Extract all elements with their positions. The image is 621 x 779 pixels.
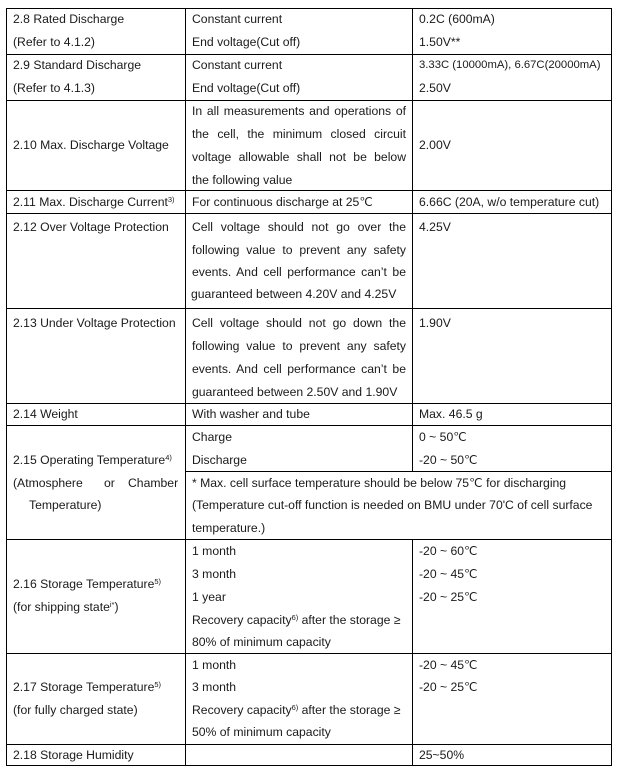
condition-line: In all measurements and operations of	[192, 104, 406, 118]
condition: 1 year	[192, 590, 226, 604]
value: 2.50V	[419, 81, 451, 95]
condition-text-end: after the storage ≥	[298, 703, 401, 717]
condition-line: following value to prevent any safety	[192, 243, 406, 257]
row-label-text: 2.16 Storage Temperature	[13, 577, 155, 591]
condition: 1 month	[192, 658, 237, 672]
value: -20 ~ 45℃	[419, 658, 478, 672]
value: 1.90V	[419, 316, 451, 330]
note-line: (Temperature cut-off function is needed on BMU under 70'C of cell surface	[192, 498, 593, 512]
row-label: 2.12 Over Voltage Protection	[13, 220, 169, 234]
condition-line: guaranteed between 4.20V and 4.25V	[191, 287, 397, 301]
condition: End voltage(Cut off)	[192, 81, 301, 95]
value: 1.50V**	[419, 35, 461, 49]
row-label	[13, 680, 161, 694]
row-label-sub-end: )	[114, 600, 119, 614]
condition: Discharge	[192, 453, 247, 467]
condition	[192, 613, 400, 627]
condition-text: Recovery capacity	[192, 703, 292, 717]
condition-line: Cell voltage should not go over the	[192, 220, 406, 234]
condition-line: the following value	[192, 173, 293, 187]
note-line: * Max. cell surface temperature should be below 75℃ for discharging	[192, 476, 567, 490]
condition	[192, 703, 400, 717]
footnote-ref: 6)	[291, 703, 299, 712]
value: -20 ~ 25℃	[419, 680, 478, 694]
condition-text: Recovery capacity	[192, 613, 292, 627]
condition: End voltage(Cut off)	[192, 35, 301, 49]
footnote-ref: 5)	[154, 577, 162, 586]
footnote-ref: 3)	[167, 195, 175, 204]
condition: 3 month	[192, 680, 237, 694]
value: -20 ~ 45℃	[419, 567, 478, 581]
condition: 80% of minimum capacity	[192, 635, 331, 649]
condition-line: following value to prevent any safety	[192, 339, 406, 353]
condition-line: the cell, the minimum closed circuit	[192, 127, 406, 141]
value: 0.2C (600mA)	[419, 12, 495, 26]
condition: 3 month	[192, 567, 237, 581]
row-label-text: 2.15 Operating Temperature	[13, 453, 166, 467]
row-label-ref: (Refer to 4.1.2)	[13, 35, 95, 49]
row-label: 2.13 Under Voltage Protection	[13, 316, 176, 330]
condition: With washer and tube	[192, 407, 310, 421]
row-label: 2.9 Standard Discharge	[13, 58, 142, 72]
footnote-ref: 6)	[291, 613, 299, 622]
condition: Constant current	[192, 58, 283, 72]
condition: 50% of minimum capacity	[192, 725, 331, 739]
condition-line: events. And cell performance can’t be	[192, 265, 406, 279]
footnote-ref: 4)	[165, 453, 172, 462]
row-label-sub	[13, 600, 119, 614]
row-label-sub: or	[104, 476, 115, 490]
condition-line: voltage allowable shall not be below	[192, 150, 406, 164]
condition: Constant current	[192, 12, 283, 26]
row-label: 2.8 Rated Discharge	[13, 12, 125, 26]
row-label-text: 2.11 Max. Discharge Current	[13, 195, 168, 209]
value: -20 ~ 50℃	[419, 453, 478, 467]
condition: For continuous discharge at 25℃	[192, 195, 374, 209]
value: -20 ~ 60℃	[419, 544, 478, 558]
condition: 1 month	[192, 544, 237, 558]
value: 25~50%	[419, 748, 465, 762]
row-label	[13, 453, 172, 467]
value: 6.66C (20A, w/o temperature cut)	[419, 195, 600, 209]
row-label-ref: (Refer to 4.1.3)	[13, 81, 95, 95]
value: 2.00V	[419, 138, 451, 152]
row-label: 2.18 Storage Humidity	[13, 748, 134, 762]
condition-line: guaranteed between 2.50V and 1.90V	[192, 385, 398, 399]
row-label-sub: Chamber	[128, 476, 179, 490]
footnote-ref: 5)	[154, 680, 162, 689]
row-label-text: 2.17 Storage Temperature	[13, 680, 155, 694]
row-label-sub: Temperature)	[29, 498, 102, 512]
row-label: 2.14 Weight	[13, 407, 78, 421]
row-label-sub: (for fully charged state)	[13, 703, 138, 717]
row-label	[13, 195, 175, 209]
value: 4.25V	[419, 220, 451, 234]
condition-line: Cell voltage should not go down the	[192, 316, 406, 330]
note-line: temperature.)	[192, 521, 266, 535]
value: Max. 46.5 g	[419, 407, 483, 421]
condition-line: events. And cell performance can’t be	[192, 362, 406, 376]
row-label	[13, 577, 161, 591]
value: -20 ~ 25℃	[419, 590, 478, 604]
footnote-ref: i*	[109, 600, 115, 609]
row-label: 2.10 Max. Discharge Voltage	[13, 138, 169, 152]
value: 0 ~ 50℃	[419, 430, 467, 444]
row-label-sub: (Atmosphere	[13, 476, 83, 490]
row-label-sub-text: (for shipping state	[13, 600, 110, 614]
condition-text-end: after the storage ≥	[298, 613, 401, 627]
condition: Charge	[192, 430, 232, 444]
value: 3.33C (10000mA), 6.67C(20000mA)	[419, 59, 601, 71]
